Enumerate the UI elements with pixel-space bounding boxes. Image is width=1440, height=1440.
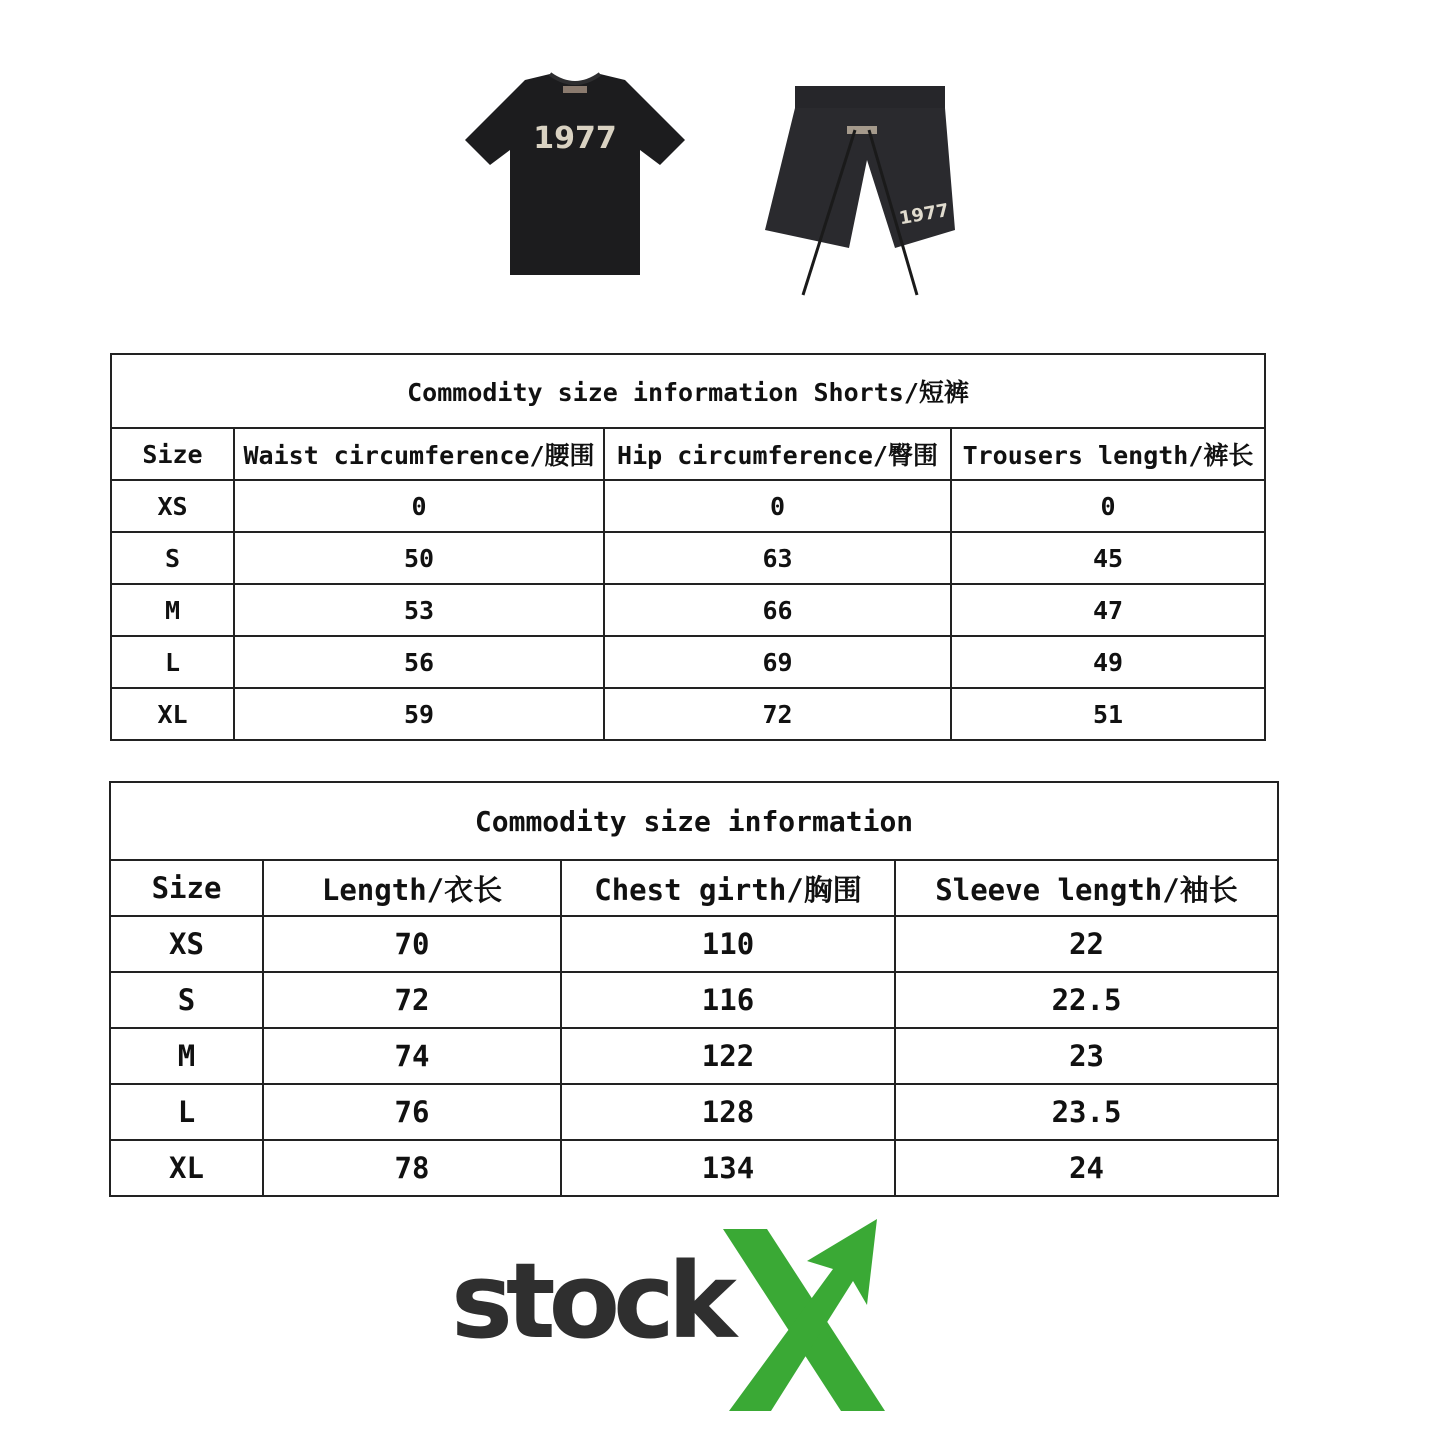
shorts-image bbox=[755, 80, 965, 300]
shorts-header-waist: Waist circumference/腰围 bbox=[234, 428, 604, 480]
tshirt-print-text: 1977 bbox=[533, 121, 617, 156]
shorts-size-table bbox=[110, 353, 1266, 741]
trousers-length-cell: 45 bbox=[951, 532, 1265, 584]
tshirt-header-chest: Chest girth/胸围 bbox=[561, 860, 895, 916]
table-row bbox=[111, 688, 1265, 740]
hip-cell: 66 bbox=[604, 584, 951, 636]
sleeve-cell: 23 bbox=[895, 1028, 1278, 1084]
table-row bbox=[111, 480, 1265, 532]
table-row bbox=[110, 972, 1278, 1028]
chest-cell: 128 bbox=[561, 1084, 895, 1140]
sleeve-cell: 23.5 bbox=[895, 1084, 1278, 1140]
size-cell: S bbox=[110, 972, 263, 1028]
length-cell: 72 bbox=[263, 972, 561, 1028]
table-row bbox=[111, 584, 1265, 636]
shorts-header-hip: Hip circumference/臀围 bbox=[604, 428, 951, 480]
size-cell: L bbox=[110, 1084, 263, 1140]
tshirt-header-length: Length/衣长 bbox=[263, 860, 561, 916]
hip-cell: 69 bbox=[604, 636, 951, 688]
hip-cell: 63 bbox=[604, 532, 951, 584]
length-cell: 78 bbox=[263, 1140, 561, 1196]
shorts-header-size: Size bbox=[111, 428, 234, 480]
size-cell: XL bbox=[111, 688, 234, 740]
trousers-length-cell: 49 bbox=[951, 636, 1265, 688]
length-cell: 74 bbox=[263, 1028, 561, 1084]
sleeve-cell: 22 bbox=[895, 916, 1278, 972]
size-cell: XS bbox=[111, 480, 234, 532]
waist-cell: 59 bbox=[234, 688, 604, 740]
chest-cell: 122 bbox=[561, 1028, 895, 1084]
trousers-length-cell: 0 bbox=[951, 480, 1265, 532]
stockx-logo bbox=[445, 1215, 905, 1415]
table-row bbox=[111, 532, 1265, 584]
chest-cell: 134 bbox=[561, 1140, 895, 1196]
sleeve-cell: 24 bbox=[895, 1140, 1278, 1196]
hip-cell: 72 bbox=[604, 688, 951, 740]
table-row bbox=[111, 636, 1265, 688]
table-row bbox=[110, 916, 1278, 972]
chest-cell: 116 bbox=[561, 972, 895, 1028]
hip-cell: 0 bbox=[604, 480, 951, 532]
tshirt-illustration bbox=[455, 70, 695, 280]
logo-wordmark: stock bbox=[451, 1240, 730, 1362]
table-row bbox=[110, 1028, 1278, 1084]
waist-cell: 56 bbox=[234, 636, 604, 688]
trousers-length-cell: 47 bbox=[951, 584, 1265, 636]
size-cell: XS bbox=[110, 916, 263, 972]
size-cell: M bbox=[111, 584, 234, 636]
size-cell: S bbox=[111, 532, 234, 584]
chest-cell: 110 bbox=[561, 916, 895, 972]
table-row bbox=[110, 1140, 1278, 1196]
shorts-table-title: Commodity size information Shorts/短裤 bbox=[111, 354, 1265, 428]
tshirt-size-table bbox=[109, 781, 1279, 1197]
size-cell: M bbox=[110, 1028, 263, 1084]
length-cell: 76 bbox=[263, 1084, 561, 1140]
logo-x-mark bbox=[715, 1215, 895, 1415]
table-row bbox=[110, 1084, 1278, 1140]
shorts-print-text: 1977 bbox=[897, 199, 951, 230]
waist-cell: 50 bbox=[234, 532, 604, 584]
tshirt-header-size: Size bbox=[110, 860, 263, 916]
shorts-header-length: Trousers length/裤长 bbox=[951, 428, 1265, 480]
shorts-illustration bbox=[755, 80, 965, 300]
length-cell: 70 bbox=[263, 916, 561, 972]
sleeve-cell: 22.5 bbox=[895, 972, 1278, 1028]
tshirt-header-sleeve: Sleeve length/袖长 bbox=[895, 860, 1278, 916]
trousers-length-cell: 51 bbox=[951, 688, 1265, 740]
waist-cell: 0 bbox=[234, 480, 604, 532]
waist-cell: 53 bbox=[234, 584, 604, 636]
tshirt-image bbox=[455, 70, 695, 280]
size-cell: L bbox=[111, 636, 234, 688]
size-cell: XL bbox=[110, 1140, 263, 1196]
tshirt-table-title: Commodity size information bbox=[110, 782, 1278, 860]
